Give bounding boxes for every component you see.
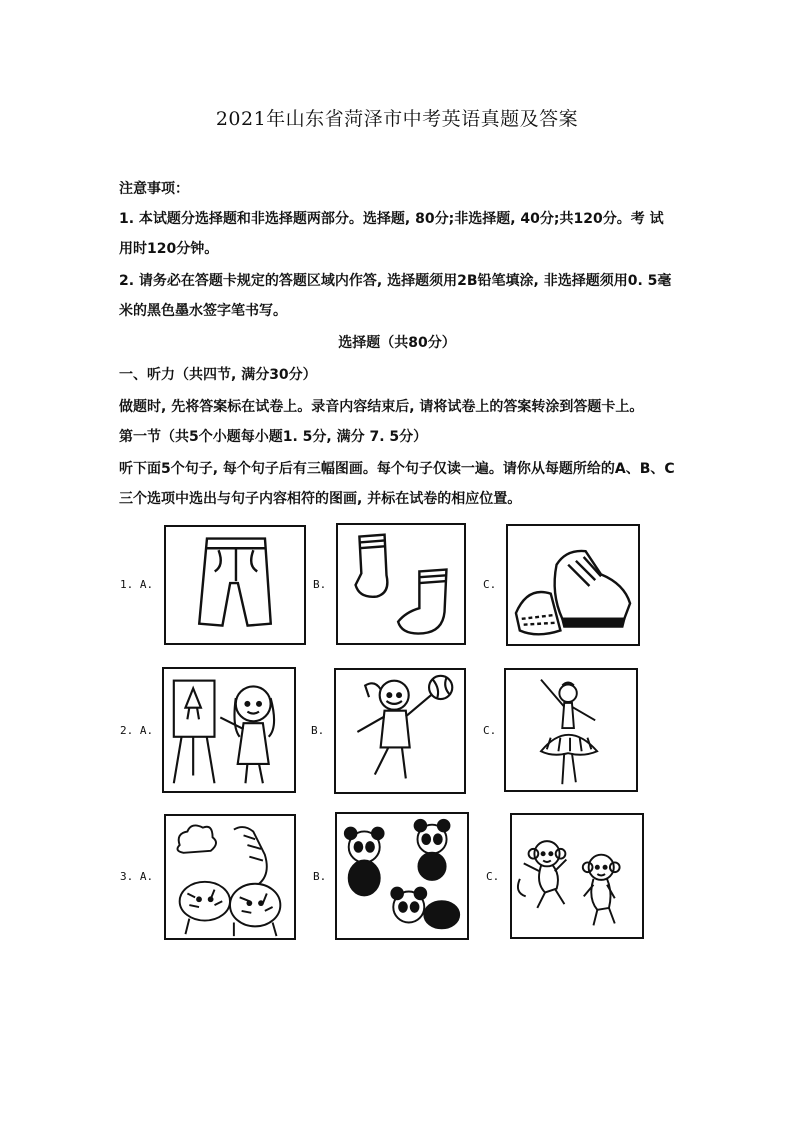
notes-item-2: 2. 请务必在答题卡规定的答题区域内作答, 选择题须用2B铅笔填涂, 非选择题须用0. 5毫 bbox=[119, 273, 672, 289]
tiger-icon bbox=[166, 816, 294, 938]
notes-item-2-cont: 米的黑色墨水签字笔书写。 bbox=[119, 303, 287, 319]
question-3-option-c: C. bbox=[486, 870, 500, 883]
tigers-picture bbox=[164, 814, 296, 940]
question-1-option-b: B. bbox=[313, 578, 327, 591]
girl-volleyball-picture bbox=[334, 668, 466, 794]
notes-item-1: 1. 本试题分选择题和非选择题两部分。选择题, 80分;非选择题, 40分;共120分。考 试 bbox=[119, 211, 664, 227]
sneaker-icon bbox=[508, 526, 638, 644]
sub1-instruction-cont: 三个选项中选出与句子内容相符的图画, 并标在试卷的相应位置。 bbox=[119, 491, 522, 507]
question-2-option-b: B. bbox=[311, 724, 325, 737]
question-2-option-c: C. bbox=[483, 724, 497, 737]
question-2-label: 2. A. bbox=[120, 724, 154, 737]
question-1-label: 1. A. bbox=[120, 578, 154, 591]
page-title: 2021年山东省菏泽市中考英语真题及答案 bbox=[215, 108, 579, 130]
painting-girl-icon bbox=[164, 669, 294, 791]
section-title: 选择题（共80分） bbox=[338, 335, 456, 351]
sub1-heading: 第一节（共5个小题每小题1. 5分, 满分 7. 5分） bbox=[119, 429, 428, 445]
part1-instruction: 做题时, 先将答案标在试卷上。录音内容结束后, 请将试卷上的答案转涂到答题卡上。 bbox=[119, 399, 644, 415]
monkey-icon bbox=[512, 815, 642, 937]
monkeys-picture bbox=[510, 813, 644, 939]
shorts-picture bbox=[164, 525, 306, 645]
notes-item-1-cont: 用时120分钟。 bbox=[119, 241, 219, 257]
shorts-icon bbox=[166, 527, 304, 643]
question-3-label: 3. A. bbox=[120, 870, 154, 883]
part1-heading: 一、听力（共四节, 满分30分） bbox=[119, 367, 317, 383]
notes-heading: 注意事项： bbox=[119, 181, 189, 197]
ballet-dancer-picture bbox=[504, 668, 638, 792]
sub1-instruction: 听下面5个句子, 每个句子后有三幅图画。每个句子仅读一遍。请你从每题所给的A、B、C bbox=[119, 461, 675, 477]
sneakers-picture bbox=[506, 524, 640, 646]
question-1-option-c: C. bbox=[483, 578, 497, 591]
volleyball-girl-icon bbox=[336, 670, 464, 792]
socks-icon bbox=[338, 525, 464, 643]
socks-picture bbox=[336, 523, 466, 645]
girl-painting-picture bbox=[162, 667, 296, 793]
question-3-option-b: B. bbox=[313, 870, 327, 883]
panda-icon bbox=[337, 814, 467, 938]
pandas-picture bbox=[335, 812, 469, 940]
ballerina-icon bbox=[506, 670, 636, 790]
